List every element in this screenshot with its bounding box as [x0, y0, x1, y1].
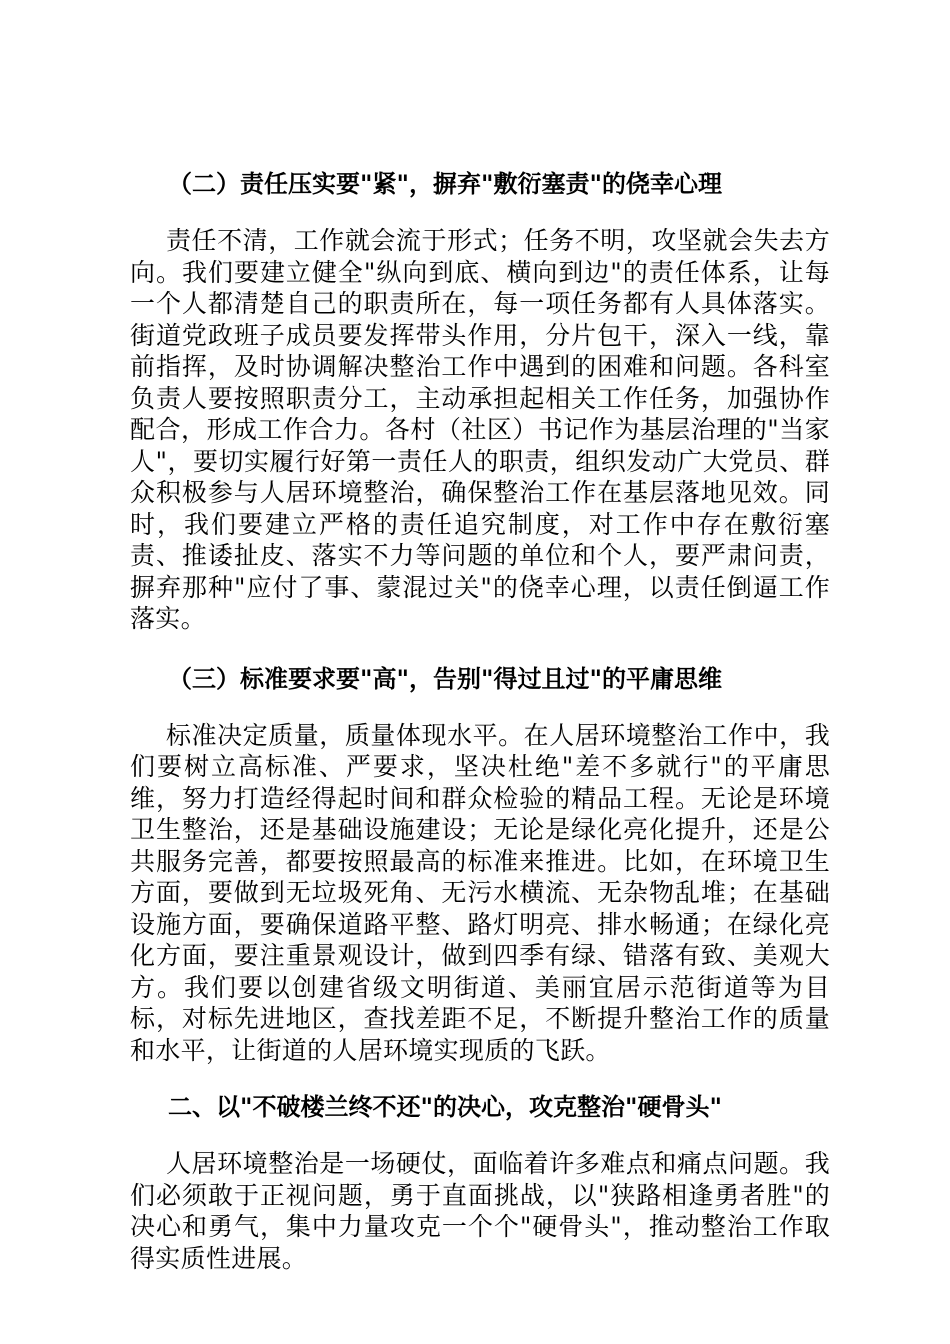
- section-heading-standards: （三）标准要求要"高"，告别"得过且过"的平庸思维: [168, 664, 723, 693]
- document-body: [130, 163, 830, 1274]
- section-paragraph-responsibility: 责任不清，工作就会流于形式；任务不明，攻坚就会失去方向。我们要建立健全"纵向到底、横向到边"的责任体系，让每一个人都清楚自己的职责所在，每一项任务都有人具体落实。街道党政班子成员要发挥带头作用，分片包干，深入一线，靠前指挥，及时协调解决整治工作中遇到的困难和问题。各科室负责人要按照职责分工，主动承担起相关工作任务，加强协作配合，形成工作合力。各村（社区）书记作为基层治理的"当家人"，要切实履行好第一责任人的职责，组织发动广大党员、群众积极参与人居环境整治，确保整治工作在基层落地见效。同时，我们要建立严格的责任追究制度，对工作中存在敷衍塞责、推诿扯皮、落实不力等问题的单位和个人，要严肃问责，摒弃那种"应付了事、蒙混过关"的侥幸心理，以责任倒逼工作落实。: [130, 226, 830, 633]
- section-paragraph-standards: 标准决定质量，质量体现水平。在人居环境整治工作中，我们要树立高标准、严要求，坚决杜绝"差不多就行"的平庸思维，努力打造经得起时间和群众检验的精品工程。无论是环境卫生整治，还是基础设施建设；无论是绿化亮化提升，还是公共服务完善，都要按照最高的标准来推进。比如，在环境卫生方面，要做到无垃圾死角、无污水横流、无杂物乱堆；在基础设施方面，要确保道路平整、路灯明亮、排水畅通；在绿化亮化方面，要注重景观设计，做到四季有绿、错落有致、美观大方。我们要以创建省级文明街道、美丽宜居示范街道等为目标，对标先进地区，查找差距不足，不断提升整治工作的质量和水平，让街道的人居环境实现质的飞跃。: [130, 720, 830, 1065]
- section-paragraph-hard-problems: 人居环境整治是一场硬仗，面临着许多难点和痛点问题。我们必须敢于正视问题，勇于直面挑战，以"狭路相逢勇者胜"的决心和勇气，集中力量攻克一个个"硬骨头"，推动整治工作取得实质性进展。: [130, 1149, 830, 1273]
- section-heading-responsibility: （二）责任压实要"紧"，摒弃"敷衍塞责"的侥幸心理: [168, 170, 723, 198]
- section-heading-hard-problems: 二、以"不破楼兰终不还"的决心，攻克整治"硬骨头": [168, 1093, 723, 1121]
